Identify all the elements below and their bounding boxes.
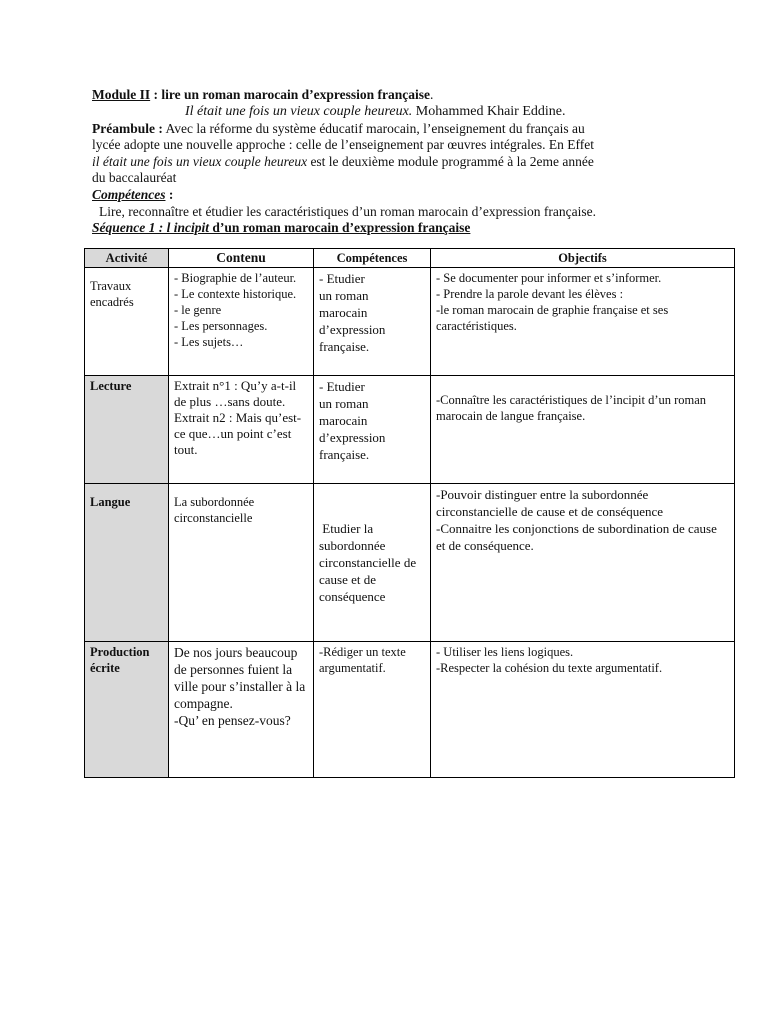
competences-line: - Etudier: [319, 379, 365, 394]
header-activite: Activité: [85, 249, 169, 268]
competences-line: marocain: [319, 305, 368, 320]
module-title: lire un roman marocain d’expression française: [161, 87, 431, 102]
objectifs-line: - Se documenter pour informer et s’informer.: [436, 271, 662, 285]
contenu-line: -Qu’ en pensez-vous?: [174, 713, 291, 728]
contenu-line: - Les personnages.: [174, 319, 268, 333]
table-row: [85, 642, 735, 778]
cell-contenu: [169, 642, 314, 778]
cell-contenu: [169, 376, 314, 484]
competences-line: d’expression: [319, 430, 386, 445]
header-objectifs: Objectifs: [431, 249, 735, 268]
cell-objectifs: [431, 484, 735, 642]
cell-contenu: [169, 268, 314, 376]
activite-label: Travaux encadrés: [90, 279, 134, 309]
book-title: Il était une fois un vieux couple heureux.: [185, 104, 413, 119]
preambule-line-4: du baccalauréat: [92, 170, 177, 185]
table-row: [85, 268, 735, 376]
preambule-line-3: [92, 154, 692, 170]
competences-line: française.: [319, 339, 370, 354]
sequence-title: d’un roman marocain d’expression française: [209, 220, 471, 235]
cell-activite: [85, 484, 169, 642]
contenu-line: De nos jours beaucoup de personnes fuient la ville pour s’installer à la compagne.: [174, 645, 306, 711]
sequence-table: [84, 248, 735, 778]
objectifs-line: -Pouvoir distinguer entre la subordonnée circonstancielle de cause et de conséquence: [436, 487, 664, 519]
activite-label: Production écrite: [90, 645, 150, 675]
preambule-line-1: [92, 121, 692, 137]
preambule-book-title: il était une fois un vieux couple heureux: [92, 154, 308, 169]
cell-objectifs: [431, 376, 735, 484]
book-author: Mohammed Khair Eddine.: [415, 104, 566, 119]
contenu-line: - Le contexte historique.: [174, 287, 297, 301]
competences-line: Etudier la subordonnée circonstancielle de cause et de conséquence: [319, 521, 420, 604]
module-separator: :: [150, 87, 162, 102]
objectifs-line: - Utiliser les liens logiques.: [436, 645, 574, 659]
cell-activite: [85, 268, 169, 376]
cell-activite: [85, 376, 169, 484]
activite-label: Lecture: [90, 379, 132, 393]
objectifs-line: -Connaitre les conjonctions de subordination de cause et de conséquence.: [436, 521, 717, 553]
sequence-label: Séquence 1 : l incipit: [92, 220, 209, 235]
contenu-line: La subordonnée circonstancielle: [174, 495, 255, 525]
module-label: Module II: [92, 87, 151, 102]
competences-line: - Etudier: [319, 271, 365, 286]
sequence-heading: [92, 220, 692, 236]
objectifs-line: -Connaître les caractéristiques de l’incipit d’un roman marocain de langue française.: [436, 393, 707, 423]
competences-colon: :: [165, 187, 174, 202]
competences-line: marocain: [319, 413, 368, 428]
table-row: [85, 376, 735, 484]
competences-text: Lire, reconnaître et étudier les caractéristiques d’un roman marocain d’expression française.: [99, 204, 597, 219]
preambule-text-3: est le deuxième module programmé à la 2eme année: [310, 154, 594, 169]
cell-competences: [314, 268, 431, 376]
book-line: [185, 104, 768, 120]
competences-line: française.: [319, 447, 370, 462]
header-competences: Compétences: [314, 249, 431, 268]
competences-line: un roman: [319, 396, 369, 411]
cell-objectifs: [431, 642, 735, 778]
objectifs-line: - Prendre la parole devant les élèves :: [436, 287, 624, 301]
table-row: [85, 484, 735, 642]
preambule-text-1: Avec la réforme du système éducatif marocain, l’enseignement du français au: [165, 121, 585, 136]
competences-line: d’expression: [319, 322, 386, 337]
contenu-line: Extrait n°1 : Qu’y a-t-il de plus …sans doute.: [174, 378, 297, 409]
objectifs-line: -Respecter la cohésion du texte argumentatif.: [436, 661, 663, 675]
competences-heading: [92, 187, 692, 203]
contenu-line: - Biographie de l’auteur.: [174, 271, 297, 285]
table-header-row: [85, 249, 735, 268]
cell-objectifs: [431, 268, 735, 376]
contenu-line: - Les sujets…: [174, 335, 244, 349]
cell-activite: [85, 642, 169, 778]
cell-contenu: [169, 484, 314, 642]
contenu-line: Extrait n2 : Mais qu’est-ce que…un point c’est tout.: [174, 410, 302, 457]
objectifs-line: -le roman marocain de graphie française et ses caractéristiques.: [436, 303, 669, 333]
header-contenu: Contenu: [169, 249, 314, 268]
contenu-line: - le genre: [174, 303, 222, 317]
module-heading: [92, 87, 692, 103]
cell-competences: [314, 376, 431, 484]
cell-competences: [314, 642, 431, 778]
module-end: .: [430, 87, 434, 102]
preambule-line-2: lycée adopte une nouvelle approche : celle de l’enseignement par œuvres intégrales. En Effet: [92, 137, 595, 152]
activite-label: Langue: [90, 495, 131, 509]
competences-line: un roman: [319, 288, 369, 303]
competences-label: Compétences: [92, 187, 166, 202]
competences-line: -Rédiger un texte argumentatif.: [319, 645, 406, 675]
cell-competences: [314, 484, 431, 642]
preambule-label: Préambule :: [92, 121, 163, 136]
